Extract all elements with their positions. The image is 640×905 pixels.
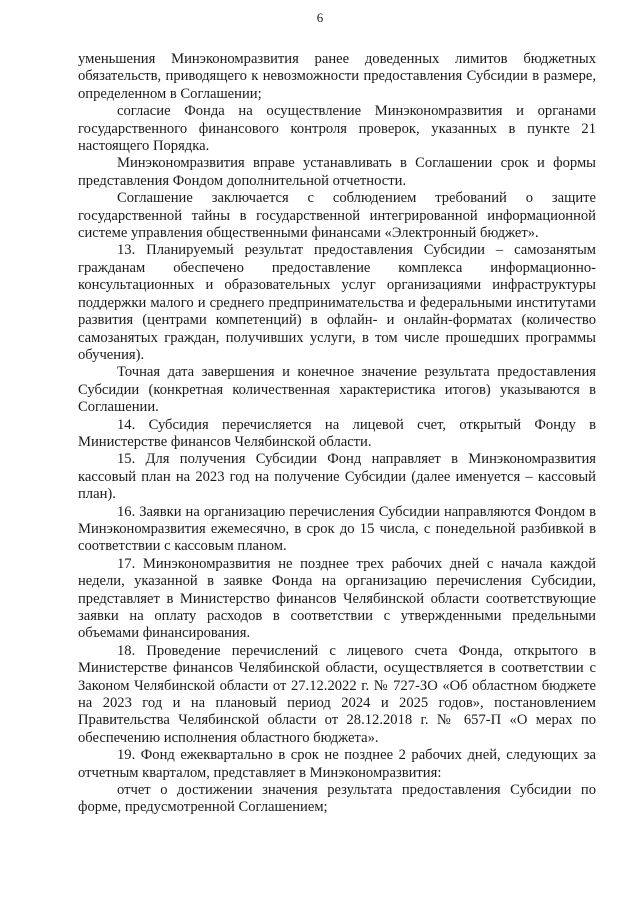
paragraph-p-17: 17. Минэкономразвития не позднее трех рабочих дней с начала каждой недели, указанной в заявке Фонда на организацию перечисления Субсидии, представляет в Министерство финансов Челябинской области соответствующие заявки на оплату расходов в соответствии с утвержденными предельными объемами финансирования. (78, 555, 596, 642)
document-body (78, 51, 596, 817)
paragraph-p-19: 19. Фонд ежеквартально в срок не позднее 2 рабочих дней, следующих за отчетным кварталом, представляет в Минэкономразвития: (78, 747, 596, 781)
paragraph-p-13: 13. Планируемый результат предоставления Субсидии – самозанятым гражданам обеспечено предоставление комплекса информационно-консультационных и образовательных услуг организациями инфраструктуры поддержки малого и среднего предпринимательства и федеральными институтами развития (центрами компетенций) в офлайн- и онлайн-форматах (количество самозанятых граждан, получивших услуги, в том числе прошедших программы обучения). (78, 242, 596, 363)
paragraph-p-15: 15. Для получения Субсидии Фонд направляет в Минэкономразвития кассовый план на 2023 год на получение Субсидии (далее именуется – кассовый план). (78, 451, 596, 503)
paragraph-p-16: 16. Заявки на организацию перечисления Субсидии направляются Фондом в Минэкономразвития ежемесячно, в срок до 15 числа, с понедельной разбивкой в соответствии с кассовым планом. (78, 503, 596, 555)
paragraph-cont-1: уменьшения Минэкономразвития ранее доведенных лимитов бюджетных обязательств, приводящего к невозможности предоставления Субсидии в размере, определенном в Соглашении; (78, 51, 596, 102)
paragraph-p-consent: согласие Фонда на осуществление Минэкономразвития и органами государственного финансового контроля проверок, указанных в пункте 21 настоящего Порядка. (78, 103, 596, 155)
paragraph-p-14: 14. Субсидия перечисляется на лицевой счет, открытый Фонду в Министерстве финансов Челябинской области. (78, 416, 596, 450)
paragraph-p-13-date: Точная дата завершения и конечное значение результата предоставления Субсидии (конкретная количественная характеристика итогов) указываются в Соглашении. (78, 364, 596, 416)
paragraph-p-19-report: отчет о достижении значения результата предоставления Субсидии по форме, предусмотренной Соглашением; (78, 782, 596, 816)
page-number: 6 (316, 10, 324, 25)
paragraph-p-reporting: Минэкономразвития вправе устанавливать в Соглашении срок и формы представления Фондом дополнительной отчетности. (78, 155, 596, 189)
paragraph-p-agreement: Соглашение заключается с соблюдением требований о защите государственной тайны в государственной интегрированной информационной системе управления общественными финансами «Электронный бюджет». (78, 190, 596, 242)
paragraph-p-18: 18. Проведение перечислений с лицевого счета Фонда, открытого в Министерстве финансов Челябинской области, осуществляется в соответствии с Законом Челябинской области от 27.12.2022 г. № 727-ЗО «Об областном бюджете на 2023 год и на плановый период 2024 и 2025 годов», постановлением Правительства Челябинской области от 28.12.2018 г. № 657-П «О мерах по обеспечению исполнения областного бюджета». (78, 642, 596, 746)
